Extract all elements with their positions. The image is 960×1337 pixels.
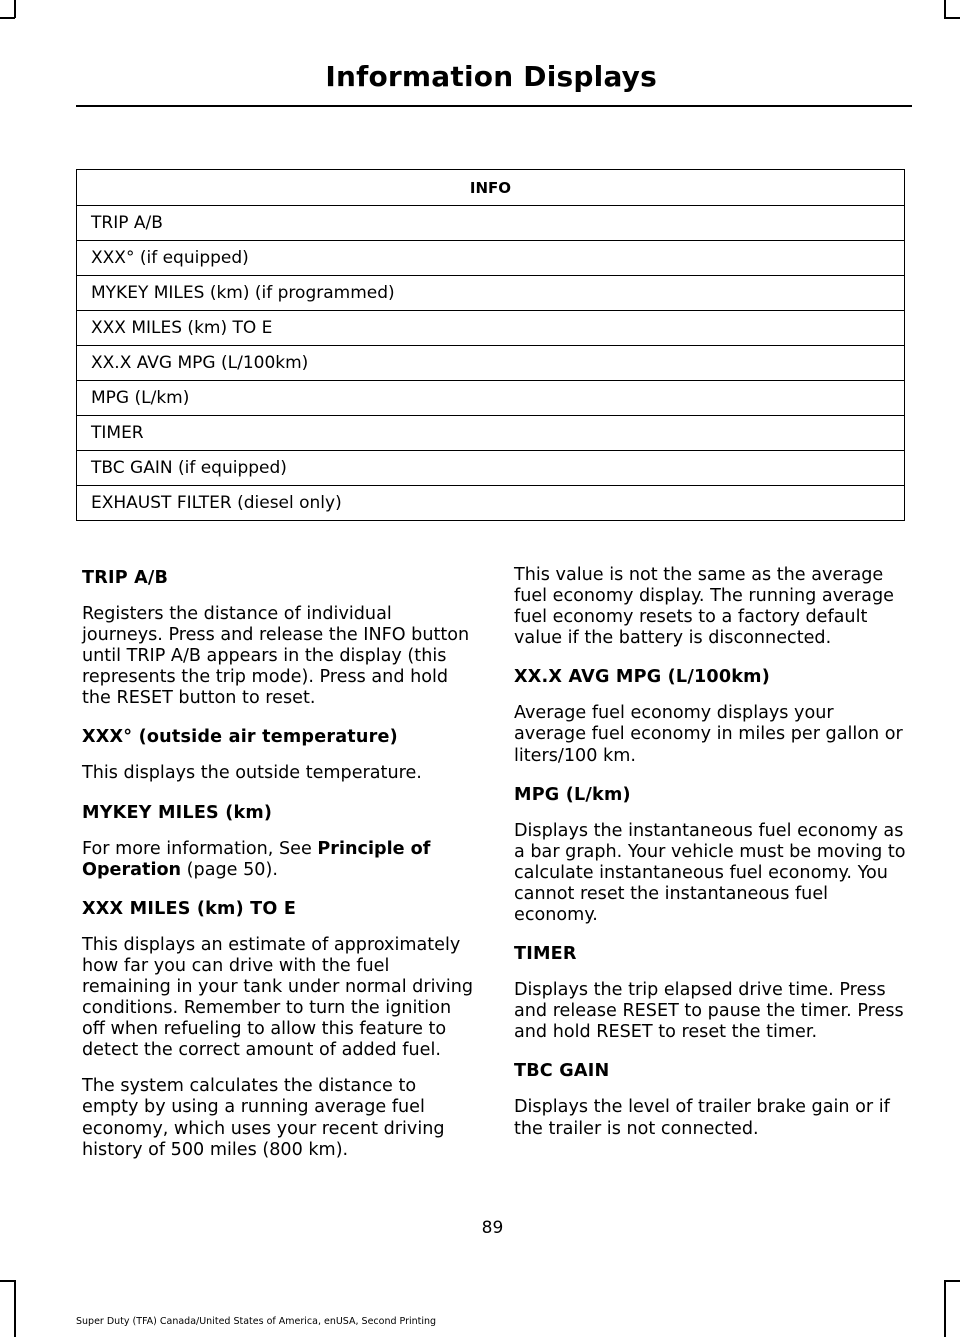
- mykey-page-ref: (page 50).: [181, 859, 278, 880]
- table-cell: EXHAUST FILTER (diesel only): [77, 486, 905, 521]
- crop-mark-bottom-left-vertical: [14, 1280, 16, 1337]
- average-mpg-text: Average fuel economy displays your average fuel economy in miles per gallon or liters/100 km.: [514, 703, 903, 766]
- table-header-row: [77, 170, 905, 206]
- distance-to-empty-text-2: The system calculates the distance to empty by using a running average fuel economy, which uses your recent driving history of 500 miles (800 km).: [82, 1076, 445, 1160]
- tbc-gain-heading: TBC GAIN: [514, 1061, 610, 1082]
- right-column: [514, 565, 909, 1155]
- crop-mark-top-right-vertical: [944, 0, 946, 18]
- tbc-gain-text: Displays the level of trailer brake gain or if the trailer is not connected.: [514, 1097, 890, 1139]
- table-row: [77, 276, 905, 311]
- table-row: [77, 451, 905, 486]
- table-heading: INFO: [77, 170, 905, 206]
- mykey-text: [82, 839, 477, 881]
- title-rule: [76, 105, 912, 107]
- table-cell: XXX MILES (km) TO E: [77, 311, 905, 346]
- crop-mark-top-left-vertical: [14, 0, 16, 18]
- table-row: [77, 311, 905, 346]
- table-cell: MPG (L/km): [77, 381, 905, 416]
- page-title: Information Displays: [325, 60, 657, 93]
- principle-of-operation-link[interactable]: Principle of Operation: [82, 838, 431, 880]
- left-column: [82, 565, 477, 1176]
- page-number: 89: [481, 1218, 504, 1238]
- crop-mark-bottom-left-horizontal: [0, 1280, 15, 1282]
- table-cell: XX.X AVG MPG (L/100km): [77, 346, 905, 381]
- table-row: [77, 346, 905, 381]
- trip-heading: TRIP A/B: [82, 568, 169, 588]
- table-row: [77, 416, 905, 451]
- mykey-text-prefix: For more information, See: [82, 838, 318, 859]
- average-mpg-heading: XX.X AVG MPG (L/100km): [514, 667, 770, 688]
- table-cell: TIMER: [77, 416, 905, 451]
- timer-text: Displays the trip elapsed drive time. Press and release RESET to pause the timer. Press and hold RESET to reset the timer.: [514, 980, 904, 1043]
- table-row: [77, 206, 905, 241]
- table-cell: XXX° (if equipped): [77, 241, 905, 276]
- table-cell: TBC GAIN (if equipped): [77, 451, 905, 486]
- crop-mark-top-right-horizontal: [944, 17, 960, 19]
- trip-text: Registers the distance of individual journeys. Press and release the INFO button until TRIP A/B appears in the display (this represents the trip mode). Press and hold the RESET button to reset.: [82, 604, 470, 709]
- edition-footer: Super Duty (TFA) Canada/United States of America, enUSA, Second Printing: [76, 1316, 437, 1327]
- crop-mark-bottom-right-vertical: [944, 1280, 946, 1337]
- distance-to-empty-text-3: This value is not the same as the average fuel economy display. The running average fuel economy resets to a factory default value if the battery is disconnected.: [514, 565, 894, 649]
- distance-to-empty-text-1: This displays an estimate of approximately how far you can drive with the fuel remaining in your tank under normal driving conditions. Remember to turn the ignition off when refueling to allow this feature to detect the correct amount of added fuel.: [82, 934, 474, 1061]
- table-row: [77, 381, 905, 416]
- instant-mpg-text: Displays the instantaneous fuel economy as a bar graph. Your vehicle must be moving to calculate instantaneous fuel economy. You cannot reset the instantaneous fuel economy.: [514, 820, 906, 926]
- temperature-heading: XXX° (outside air temperature): [82, 727, 398, 748]
- info-menu-table: [76, 169, 905, 521]
- crop-mark-top-left-horizontal: [0, 17, 15, 19]
- mykey-heading: MYKEY MILES (km): [82, 802, 273, 823]
- table-cell: MYKEY MILES (km) (if programmed): [77, 276, 905, 311]
- instant-mpg-heading: MPG (L/km): [514, 784, 631, 805]
- table-row: [77, 486, 905, 521]
- table-cell: TRIP A/B: [77, 206, 905, 241]
- crop-mark-bottom-right-horizontal: [944, 1280, 960, 1282]
- table-row: [77, 241, 905, 276]
- timer-heading: TIMER: [514, 944, 577, 965]
- distance-to-empty-heading: XXX MILES (km) TO E: [82, 898, 297, 919]
- temperature-text: This displays the outside temperature.: [82, 763, 422, 784]
